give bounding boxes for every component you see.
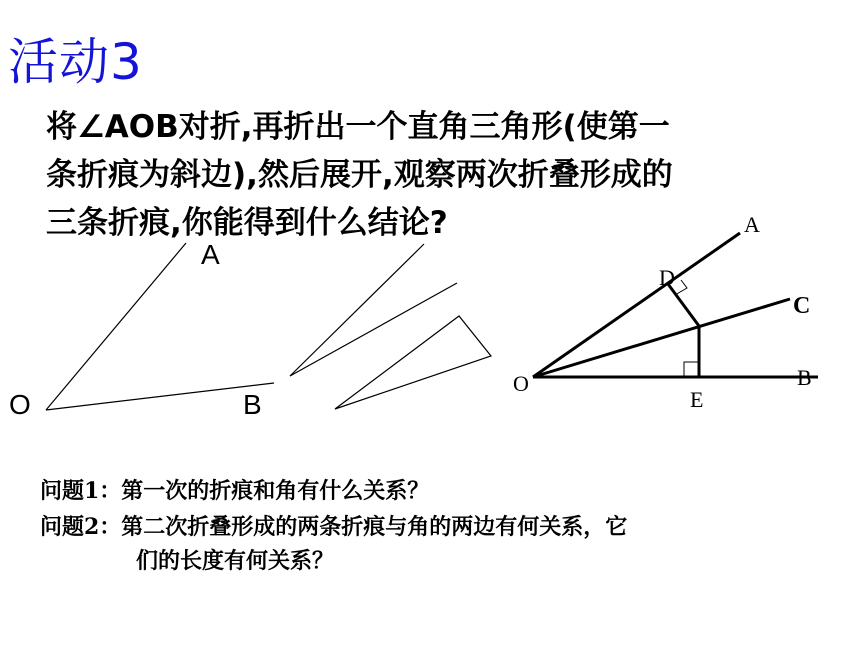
angle-aob-figure <box>9 239 274 420</box>
instruction-line-2: 条折痕为斜边),然后展开,观察两次折叠形成的 <box>46 157 673 193</box>
slide-title: 活动3 <box>8 33 143 91</box>
label-e-right: E <box>690 387 704 412</box>
ray-oa-right <box>533 233 740 377</box>
instruction-line-1: 将∠AOB对折,再折出一个直角三角形(使第一 <box>46 109 670 145</box>
ray-oa <box>46 243 186 410</box>
label-b-left: B <box>243 389 262 420</box>
label-o-left: O <box>9 389 31 420</box>
ray-ob <box>46 383 274 410</box>
ray-oc-right <box>533 299 790 377</box>
folded-triangle-figure <box>335 316 491 409</box>
folded-triangle <box>335 316 491 409</box>
label-c-right: C <box>793 293 811 319</box>
question-2-line-2: 们的长度有何关系？ <box>136 548 335 574</box>
label-a-right: A <box>744 212 760 237</box>
folded-angle-figure <box>290 244 457 376</box>
label-a-left: A <box>201 239 220 270</box>
crease-diagram <box>513 212 818 412</box>
question-1: 问题1：第一次的折痕和角有什么关系？ <box>40 478 430 504</box>
fold-edge-lower <box>290 283 457 376</box>
right-angle-mark-e <box>684 362 699 377</box>
label-b-right: B <box>797 365 812 390</box>
instruction-line-3: 三条折痕,你能得到什么结论? <box>46 205 448 241</box>
right-angle-mark-d <box>675 280 687 295</box>
label-o-right: O <box>513 371 529 396</box>
fold-edge-upper <box>290 244 424 376</box>
question-2-line-1: 问题2：第二次折叠形成的两条折痕与角的两边有何关系，它 <box>40 514 628 540</box>
label-d-right: D <box>659 265 675 290</box>
